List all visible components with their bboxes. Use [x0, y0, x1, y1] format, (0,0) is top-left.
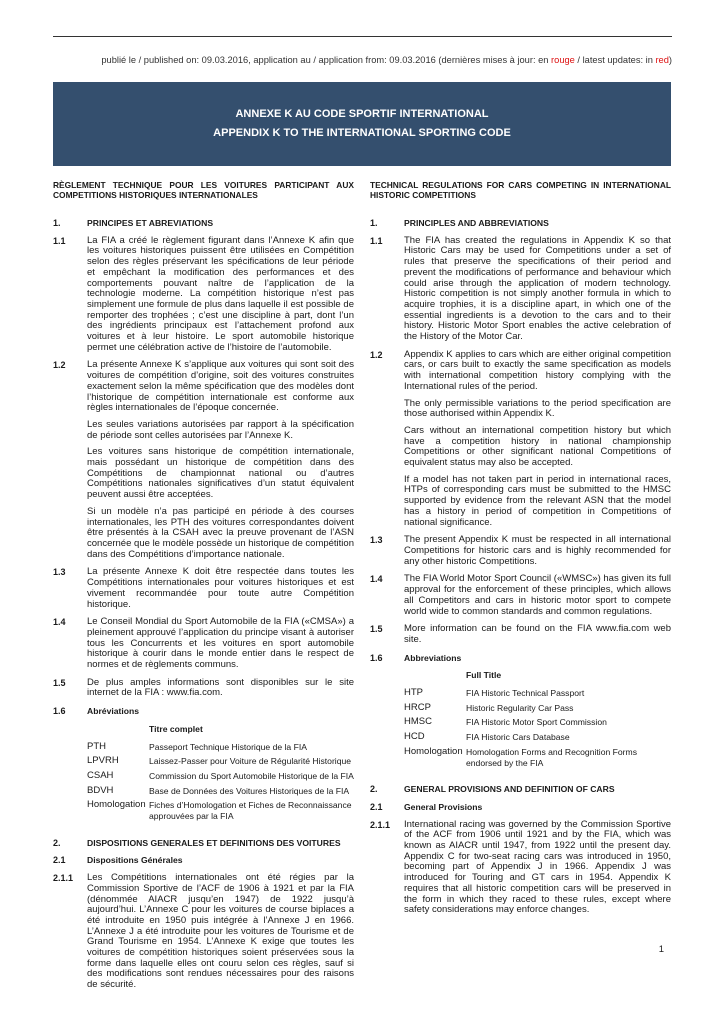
banner-title-fr: ANNEXE K AU CODE SPORTIF INTERNATIONAL [235, 108, 489, 120]
abbr-key: BDVH [87, 784, 114, 796]
abbr-key: Homologation [87, 799, 146, 811]
clause-number: 1.1 [53, 235, 66, 246]
abbr-key: LPVRH [87, 755, 119, 767]
clause-text: Les voitures sans historique de compétition internationale, mais possédant un historique de compétition dans des Compétitions de championnat national ou d’autres Compétitions nationales significatives d’un statut équivalent peuvent aussi être acceptées. [87, 446, 354, 501]
abbr-value: FIA Historic Motor Sport Commission [466, 717, 607, 728]
clause-number: 2.1 [53, 855, 66, 866]
clause-title: Abréviations [87, 706, 140, 717]
heading-text: GENERAL PROVISIONS AND DEFINITION OF CARS [404, 784, 615, 795]
clause-title: Abbreviations [404, 652, 462, 663]
heading-text: PRINCIPES ET ABREVIATIONS [87, 218, 214, 228]
clause-1-4-en [370, 574, 671, 617]
english-column [370, 180, 671, 923]
page-number: 1 [658, 944, 664, 955]
top-rule [53, 36, 672, 37]
heading-1-fr [53, 218, 354, 229]
clause-1-6-fr [53, 706, 354, 717]
heading-text: DISPOSITIONS GENERALES ET DEFINITIONS DES VOITURES [87, 837, 341, 848]
abbreviation-row [87, 756, 354, 767]
clause-number: 1.6 [53, 706, 66, 717]
clause-text: Les seules variations autorisées par rapport à la spécification de période sont celles autorisées par l’Annexe K. [87, 418, 354, 441]
pub-red-fr: rouge [551, 55, 575, 65]
pub-mid: / latest updates: in [574, 55, 656, 65]
clause-1-3-en [370, 535, 671, 567]
clause-2-1-1-en [370, 820, 671, 916]
abbr-value: FIA Historic Technical Passport [466, 688, 585, 699]
abbr-value: Homologation Forms and Recognition Forms endorsed by the FIA [466, 746, 637, 768]
clause-number: 1.2 [370, 349, 383, 360]
clause-text: Le Conseil Mondial du Sport Automobile de la FIA («CMSA») a pleinement approuvé l’application du principe visant à autoriser tous les Concurrents et les voitures en sport automobile historique à courir dans le monde entier dans le respect de normes et de règlements communs. [87, 616, 354, 671]
clause-number: 1.3 [53, 567, 66, 578]
heading-number: 1. [53, 218, 61, 228]
pub-red-en: red [655, 55, 669, 65]
abbreviation-row [87, 742, 354, 753]
clause-number: 1.1 [370, 235, 383, 246]
clause-text: The present Appendix K must be respected in all international Competitions for historic cars and is highly recommended for any other historic Competitions. [404, 534, 671, 567]
clause-text: La présente Annexe K doit être respectée dans toutes les Compétitions internationales pour voitures historiques et est vivement recommandée pour toute autre Compétition historique. [87, 566, 354, 610]
heading-number: 2. [53, 837, 61, 848]
abbr-value: Base de Données des Voitures Historiques de la FIA [149, 785, 350, 796]
abbreviation-header: Titre complet [149, 723, 203, 734]
clause-1-2-en [370, 350, 671, 529]
clause-text: La FIA a créé le règlement figurant dans l’Annexe K afin que les voitures historiques puissent être utilisées en Compétition selon des règles préservant les spécifications de leur période et empêchant la modification des performances et des comportements pouvant naître de l’application de la technologie moderne. La compétition historique n’est pas simplement une formule de plus dans laquelle il est possible de remporter des trophées ; c’est une discipline à part, dont l’un des ingrédients principaux est l’attachement profond aux voitures et à leur histoire. Le sport automobile historique permet une célébration active de l’histoire de l’automobile. [87, 234, 354, 353]
abbreviation-header: Full Title [466, 670, 502, 681]
clause-text: More information can be found on the FIA www.fia.com web site. [404, 623, 671, 645]
abbreviation-row [404, 732, 671, 743]
abbr-key: Homologation [404, 745, 463, 757]
abbr-value: Laissez-Passer pour Voiture de Régularité Historique [149, 756, 352, 767]
clause-text: Appendix K applies to cars which are either original competition cars, or cars built to exactly the same specification as models with international competition history complying with the International rules of the period. [404, 348, 671, 392]
abbr-key: HRCP [404, 701, 431, 713]
pub-suffix: ) [668, 55, 672, 65]
clause-title: Dispositions Générales [87, 855, 183, 866]
clause-text: De plus amples informations sont disponibles sur le site internet de la FIA : www.fia.com. [87, 676, 354, 699]
heading-2-fr [53, 838, 354, 849]
heading-1-en [370, 218, 671, 229]
clause-text: If a model has not taken part in period in international races, HTPs of corresponding cars must be submitted to the HMSC supported by evidence from the relevant ASN that the model has a history in period of competition in Competitions of national significance. [404, 473, 671, 528]
abbreviation-table-fr [87, 724, 354, 822]
clause-text: The FIA World Motor Sport Council («WMSC») has given its full approval for the enforcement of these principles, which allows all Competitors and cars in historic motor sport to compete world wide to common standards and common regulations. [404, 573, 671, 617]
clause-1-4-fr [53, 617, 354, 671]
heading-number: 1. [370, 218, 378, 228]
section-title-en: TECHNICAL REGULATIONS FOR CARS COMPETING IN INTERNATIONAL HISTORIC COMPETITIONS [370, 180, 671, 200]
clause-text: The FIA has created the regulations in Appendix K so that Historic Cars may be used for Competitions under a set of rules that preserve the specifications of their period and prevent the modifications of performance and behaviour which could arise through the application of modern technology. Historic competition is not simply another formula in which to acquire trophies, it is a discipline apart, in which one of the essential ingredients is a devotion to the cars and to their history. Historic Motor Sport enables the active celebration of the History of the Motor Car. [404, 234, 671, 343]
clause-1-1-fr [53, 236, 354, 354]
abbreviation-row [404, 703, 671, 714]
abbr-value: Fiches d’Homologation et Fiches de Reconnaissance approuvées par la FIA [149, 800, 352, 822]
abbr-key: HTP [404, 687, 423, 699]
banner-title-en: APPENDIX K TO THE INTERNATIONAL SPORTING CODE [213, 127, 511, 139]
clause-text: The only permissible variations to the period specification are those authorised within Appendix K. [404, 397, 671, 420]
clause-text: La présente Annexe K s’applique aux voitures qui sont soit des voitures de compétition d’origine, soit des voitures construites exactement selon la même spécification que des modèles dont l’historique de compétition internationale est conforme aux règles internationales de l’époque concernée. [87, 359, 354, 414]
publication-info [53, 55, 672, 65]
clause-1-1-en [370, 236, 671, 343]
clause-text: Si un modèle n’a pas participé en période à des courses internationales, les PTH des voitures correspondantes doivent être présentés à la CSAH avec la preuve provenant de l’ASN concernée que le modèle possède un historique de compétition dans des Compétitions d’importance nationale. [87, 505, 354, 560]
abbr-key: HMSC [404, 716, 432, 728]
clause-1-2-fr [53, 360, 354, 560]
abbreviation-row [404, 717, 671, 728]
abbr-value: Passeport Technique Historique de la FIA [149, 741, 307, 752]
abbr-value: Historic Regularity Car Pass [466, 702, 574, 713]
abbr-value: Commission du Sport Automobile Historique de la FIA [149, 770, 354, 781]
clause-2-1-en [370, 802, 671, 813]
clause-number: 1.4 [53, 617, 66, 628]
clause-text: Les Compétitions internationales ont été régies par la Commission Sportive de l’ACF de 1906 à 1921 et par la FIA (dénommée AIACR jusqu’en 1947) de 1922 jusqu’à aujourd’hui. L’Annexe C pour les voitures de course biplaces a été introduite en 1950 puis intégrée à l’Annexe J en 1966. L’Annexe J a été introduite pour les voitures de Tourisme et de Grand Tourisme en 1954. L’Annexe K exige que toutes les voitures de compétition historiques soient préservées sous la forme dans laquelle elles ont couru selon ces règles, sauf si des modifications sont rendues nécessaires pour des raisons de sécurité. [87, 872, 354, 991]
clause-1-3-fr [53, 567, 354, 610]
title-banner [53, 82, 671, 166]
abbreviation-row [404, 688, 671, 699]
clause-number: 2.1.1 [370, 819, 391, 830]
section-title-fr: RÈGLEMENT TECHNIQUE POUR LES VOITURES PARTICIPANT AUX COMPETITIONS HISTORIQUES INTERNATIONALES [53, 180, 354, 200]
clause-1-5-en [370, 624, 671, 645]
abbreviation-row [87, 800, 354, 821]
pub-prefix: publié le / published on: 09.03.2016, application au / application from: 09.03.2016 (dernières mises à jour: en [101, 55, 552, 65]
abbr-key: PTH [87, 740, 106, 752]
abbr-key: HCD [404, 731, 425, 743]
clause-number: 1.3 [370, 535, 383, 546]
clause-number: 1.6 [370, 652, 383, 663]
abbreviation-row [404, 747, 671, 768]
heading-text: PRINCIPLES AND ABBREVIATIONS [404, 218, 549, 228]
heading-number: 2. [370, 784, 378, 795]
clause-number: 2.1.1 [53, 873, 74, 884]
clause-1-6-en [370, 653, 671, 664]
abbr-key: CSAH [87, 769, 114, 781]
clause-title: General Provisions [404, 801, 483, 812]
clause-text: Cars without an international competition history but which have a competition history in national championship Competitions or other significant national Competitions of equivalent status may also be accepted. [404, 424, 671, 469]
abbr-value: FIA Historic Cars Database [466, 732, 570, 743]
abbreviation-table-en [404, 670, 671, 768]
clause-1-5-fr [53, 678, 354, 699]
clause-number: 1.4 [370, 574, 383, 585]
abbreviation-row [87, 786, 354, 797]
clause-text: International racing was governed by the Commission Sportive of the ACF from 1906 until 1921 and by the FIA, which was known as AIACR until 1947, from 1922 until the present day. Appendix C for two-seat racing cars was introduced in 1950, becoming part of Appendix J in 1966. Appendix J was introduced for Touring and GT cars in 1954. Appendix K requires that all historic competition cars will be preserved in the form in which they raced to these rules, except where safety considerations may enforce changes. [404, 818, 671, 916]
abbreviation-row [87, 771, 354, 782]
clause-number: 1.2 [53, 360, 66, 371]
clause-number: 1.5 [370, 624, 383, 635]
clause-number: 2.1 [370, 801, 383, 812]
clause-2-1-1-fr [53, 873, 354, 991]
french-column [53, 180, 354, 998]
heading-2-en [370, 784, 671, 795]
clause-2-1-fr [53, 855, 354, 866]
clause-number: 1.5 [53, 677, 66, 688]
